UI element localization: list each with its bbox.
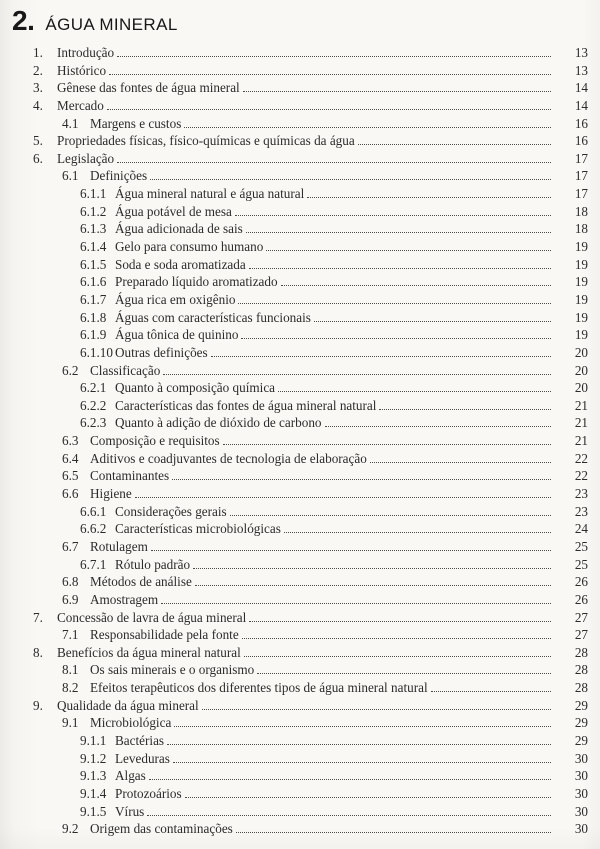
toc-entry-page: 21	[574, 397, 588, 413]
toc-entry	[0, 538, 600, 556]
toc-entry-label: Higiene	[90, 486, 132, 502]
toc-entry-label: Água rica em oxigênio	[115, 291, 236, 307]
toc-entry-number: 6.1.7	[80, 291, 107, 307]
toc-entry-label: Métodos de análise	[90, 574, 192, 590]
dot-leader	[107, 105, 551, 110]
toc-entry-page: 30	[574, 785, 588, 801]
dot-leader	[150, 176, 551, 181]
toc-entry-page: 20	[574, 344, 588, 360]
toc-entry	[0, 732, 600, 750]
toc-entry-page: 28	[574, 644, 588, 660]
toc-entry-page: 13	[574, 45, 588, 60]
toc-entry-label: Bactérias	[115, 732, 165, 748]
toc-entry	[0, 97, 600, 115]
toc-entry-label: Amostragem	[90, 591, 159, 607]
toc-entry-number: 9.	[33, 697, 43, 713]
toc-entry-number: 3.	[33, 80, 43, 96]
toc-entry-page: 22	[574, 468, 588, 484]
dot-leader	[278, 388, 551, 393]
dot-leader	[109, 70, 551, 75]
dot-leader	[193, 564, 551, 569]
dot-leader	[379, 405, 551, 410]
toc-entry-number: 6.1.10	[80, 344, 113, 360]
toc-entry	[0, 185, 600, 203]
toc-entry	[0, 273, 600, 291]
toc-entry-number: 8.2	[62, 680, 79, 696]
dot-leader	[431, 688, 551, 693]
toc-entry	[0, 750, 600, 768]
dot-leader	[163, 370, 551, 375]
toc-entry	[0, 167, 600, 185]
toc-entry-page: 19	[574, 256, 588, 272]
dot-leader	[195, 582, 551, 587]
toc-entry	[0, 344, 600, 362]
dot-leader	[235, 211, 551, 216]
toc-entry-page: 30	[574, 821, 588, 837]
toc-entry-page: 17	[574, 186, 588, 202]
toc-entry-page: 29	[574, 715, 588, 731]
dot-leader	[223, 441, 551, 446]
toc-entry-label: Introdução	[57, 45, 115, 60]
toc-entry-label: Outras definições	[115, 344, 208, 360]
toc-entry	[0, 697, 600, 715]
toc-entry-page: 14	[574, 80, 588, 96]
toc-entry-label: Água mineral natural e água natural	[115, 186, 305, 202]
toc-entry-label: Gênese das fontes de água mineral	[57, 80, 240, 96]
toc-entry-number: 6.6.1	[80, 503, 107, 519]
toc-entry-number: 6.4	[62, 450, 79, 466]
toc-entry-label: Aditivos e coadjuvantes de tecnologia de elaboração	[90, 450, 367, 466]
toc-entry-label: Preparado líquido aromatizado	[115, 274, 278, 290]
toc-entry-page: 28	[574, 680, 588, 696]
toc-entry-label: Microbiológica	[90, 715, 172, 731]
toc-entry	[0, 203, 600, 221]
toc-entry-label: Os sais minerais e o organismo	[90, 662, 255, 678]
toc-entry-page: 14	[574, 97, 588, 113]
chapter-heading	[12, 5, 178, 37]
toc-entry	[0, 644, 600, 662]
toc-entry-label: Concessão de lavra de água mineral	[57, 609, 247, 625]
toc-entry-number: 6.7	[62, 538, 79, 554]
dot-leader	[230, 511, 551, 516]
toc-entry-page: 26	[574, 591, 588, 607]
toc-entry-page: 29	[574, 732, 588, 748]
toc-entry	[0, 238, 600, 256]
dot-leader	[173, 758, 551, 763]
dot-leader	[307, 194, 551, 199]
toc-entry-number: 6.2.1	[80, 380, 107, 396]
toc-entry	[0, 256, 600, 274]
toc-entry	[0, 767, 600, 785]
dot-leader	[117, 158, 551, 163]
toc-entry	[0, 220, 600, 238]
toc-entry	[0, 132, 600, 150]
dot-leader	[151, 546, 551, 551]
dot-leader	[244, 652, 551, 657]
dot-leader	[172, 476, 551, 481]
toc-entry-number: 9.1.1	[80, 732, 107, 748]
dot-leader	[325, 423, 551, 428]
toc-entry	[0, 626, 600, 644]
toc-entry-page: 19	[574, 291, 588, 307]
toc-entry	[0, 326, 600, 344]
toc-entry	[0, 803, 600, 821]
toc-entry-number: 6.6.2	[80, 521, 107, 537]
toc-entry-page: 18	[574, 221, 588, 237]
toc-entry-number: 1.	[33, 45, 43, 60]
toc-entry-page: 13	[574, 62, 588, 78]
toc-entry-number: 6.2.2	[80, 397, 107, 413]
toc-entry-number: 8.1	[62, 662, 79, 678]
toc-entry-number: 6.7.1	[80, 556, 107, 572]
toc-entry-number: 6.1.5	[80, 256, 107, 272]
toc-entry	[0, 609, 600, 627]
toc-entry	[0, 591, 600, 609]
toc-entry-number: 8.	[33, 644, 43, 660]
toc-entry-number: 6.1.9	[80, 327, 107, 343]
dot-leader	[358, 141, 551, 146]
dot-leader	[241, 335, 551, 340]
toc-entry-label: Qualidade da água mineral	[57, 697, 199, 713]
toc-entry-page: 28	[574, 662, 588, 678]
toc-entry-number: 6.1.6	[80, 274, 107, 290]
toc-entry-label: Água potável de mesa	[115, 203, 232, 219]
toc-entry-number: 4.1	[62, 115, 79, 131]
toc-entry-label: Definições	[90, 168, 148, 184]
chapter-title: ÁGUA MINERAL	[45, 15, 178, 34]
toc-entry-label: Protozoários	[115, 785, 182, 801]
toc-entry-page: 30	[574, 803, 588, 819]
toc-entry-number: 9.1.3	[80, 768, 107, 784]
toc-entry-label: Água adicionada de sais	[115, 221, 243, 237]
toc-entry-label: Efeitos terapêuticos dos diferentes tipos de água mineral natural	[90, 680, 428, 696]
dot-leader	[284, 529, 551, 534]
toc-entry-number: 6.8	[62, 574, 79, 590]
toc-entry	[0, 556, 600, 574]
toc-entry-page: 19	[574, 274, 588, 290]
dot-leader	[243, 88, 551, 93]
toc-entry	[0, 291, 600, 309]
toc-entry	[0, 485, 600, 503]
toc-entry-number: 6.1	[62, 168, 79, 184]
chapter-number: 2.	[12, 5, 35, 36]
toc-entry-label: Quanto à composição química	[115, 380, 276, 396]
toc-entry-number: 6.5	[62, 468, 79, 484]
toc-entry-number: 6.2	[62, 362, 79, 378]
dot-leader	[314, 317, 551, 322]
toc-entry-label: Contaminantes	[90, 468, 170, 484]
toc-entry-label: Origem das contaminações	[90, 821, 233, 837]
dot-leader	[185, 793, 551, 798]
toc-entry	[0, 467, 600, 485]
dot-leader	[266, 247, 551, 252]
toc-entry-page: 26	[574, 574, 588, 590]
toc-entry-label: Propriedades físicas, físico-químicas e químicas da água	[57, 133, 355, 149]
toc-entry-number: 6.1.3	[80, 221, 107, 237]
dot-leader	[174, 723, 551, 728]
toc-entry-label: Vírus	[115, 803, 145, 819]
toc-entry-page: 21	[574, 433, 588, 449]
toc-entry-number: 6.1.2	[80, 203, 107, 219]
dot-leader	[246, 229, 551, 234]
toc-entry-label: Algas	[115, 768, 146, 784]
dot-leader	[249, 617, 551, 622]
toc-entry-label: Rótulo padrão	[115, 556, 191, 572]
toc-entry	[0, 679, 600, 697]
toc-entry-number: 9.1.2	[80, 750, 107, 766]
toc-entry	[0, 661, 600, 679]
toc-entry-label: Composição e requisitos	[90, 433, 220, 449]
dot-leader	[238, 299, 551, 304]
toc-entry	[0, 115, 600, 133]
toc-entry	[0, 785, 600, 803]
toc-entry-number: 9.1.5	[80, 803, 107, 819]
toc-list	[0, 44, 600, 838]
dot-leader	[242, 635, 551, 640]
toc-entry-label: Características microbiológicas	[115, 521, 281, 537]
dot-leader	[135, 494, 551, 499]
dot-leader	[249, 264, 551, 269]
toc-entry-number: 4.	[33, 97, 43, 113]
toc-entry	[0, 397, 600, 415]
toc-entry-number: 9.1	[62, 715, 79, 731]
toc-entry	[0, 309, 600, 327]
toc-entry	[0, 820, 600, 838]
dot-leader	[281, 282, 551, 287]
dot-leader	[161, 599, 551, 604]
toc-entry-number: 7.	[33, 609, 43, 625]
toc-entry-label: Características das fontes de água mineral natural	[115, 397, 377, 413]
dot-leader	[236, 829, 551, 834]
toc-entry	[0, 573, 600, 591]
toc-entry-page: 18	[574, 203, 588, 219]
toc-entry-page: 22	[574, 450, 588, 466]
toc-entry-number: 5.	[33, 133, 43, 149]
toc-entry-label: Margens e custos	[90, 115, 182, 131]
toc-entry-page: 20	[574, 362, 588, 378]
toc-entry-label: Histórico	[57, 62, 107, 78]
toc-entry-label: Considerações gerais	[115, 503, 227, 519]
toc-entry-label: Gelo para consumo humano	[115, 239, 264, 255]
toc-entry-page: 21	[574, 415, 588, 431]
toc-entry-number: 6.2.3	[80, 415, 107, 431]
toc-entry-page: 16	[574, 115, 588, 131]
toc-entry	[0, 379, 600, 397]
dot-leader	[117, 53, 551, 58]
toc-entry-label: Águas com características funcionais	[115, 309, 311, 325]
dot-leader	[149, 776, 551, 781]
dot-leader	[167, 740, 551, 745]
toc-entry	[0, 44, 600, 62]
toc-entry	[0, 432, 600, 450]
toc-entry	[0, 503, 600, 521]
toc-entry-page: 30	[574, 750, 588, 766]
toc-entry-number: 6.3	[62, 433, 79, 449]
toc-entry-label: Responsabilidade pela fonte	[90, 627, 239, 643]
toc-entry-page: 27	[574, 627, 588, 643]
toc-entry-number: 6.6	[62, 486, 79, 502]
dot-leader	[370, 458, 551, 463]
toc-entry-page: 19	[574, 239, 588, 255]
toc-entry-page: 17	[574, 168, 588, 184]
toc-entry-number: 6.9	[62, 591, 79, 607]
toc-entry-page: 29	[574, 697, 588, 713]
toc-entry	[0, 520, 600, 538]
toc-entry-label: Classificação	[90, 362, 161, 378]
toc-entry-page: 24	[574, 521, 588, 537]
toc-entry-page: 25	[574, 538, 588, 554]
toc-entry-number: 6.1.8	[80, 309, 107, 325]
toc-entry-label: Soda e soda aromatizada	[115, 256, 246, 272]
toc-entry-page: 25	[574, 556, 588, 572]
toc-entry-label: Legislação	[57, 150, 115, 166]
toc-entry-page: 19	[574, 309, 588, 325]
toc-entry-number: 9.2	[62, 821, 79, 837]
toc-entry-label: Mercado	[57, 97, 104, 113]
toc-entry-label: Água tônica de quinino	[115, 327, 239, 343]
dot-leader	[147, 811, 551, 816]
toc-entry-number: 9.1.4	[80, 785, 107, 801]
toc-entry-label: Quanto à adição de dióxido de carbono	[115, 415, 322, 431]
toc-entry-number: 6.1.4	[80, 239, 107, 255]
toc-entry-page: 23	[574, 486, 588, 502]
toc-entry-label: Rotulagem	[90, 538, 148, 554]
toc-entry-page: 27	[574, 609, 588, 625]
toc-entry-page: 23	[574, 503, 588, 519]
toc-entry-number: 6.	[33, 150, 43, 166]
toc-entry-number: 2.	[33, 62, 43, 78]
toc-entry	[0, 362, 600, 380]
toc-entry-page: 20	[574, 380, 588, 396]
toc-entry	[0, 79, 600, 97]
toc-entry-number: 7.1	[62, 627, 79, 643]
toc-entry	[0, 450, 600, 468]
dot-leader	[184, 123, 551, 128]
dot-leader	[211, 352, 551, 357]
toc-entry	[0, 150, 600, 168]
toc-entry-label: Benefícios da água mineral natural	[57, 644, 241, 660]
toc-entry	[0, 62, 600, 80]
toc-entry-page: 16	[574, 133, 588, 149]
toc-entry-label: Leveduras	[115, 750, 170, 766]
toc-entry-page: 17	[574, 150, 588, 166]
toc-entry	[0, 714, 600, 732]
toc-entry	[0, 414, 600, 432]
toc-entry-page: 19	[574, 327, 588, 343]
dot-leader	[202, 705, 551, 710]
toc-entry-number: 6.1.1	[80, 186, 107, 202]
toc-entry-page: 30	[574, 768, 588, 784]
dot-leader	[257, 670, 551, 675]
